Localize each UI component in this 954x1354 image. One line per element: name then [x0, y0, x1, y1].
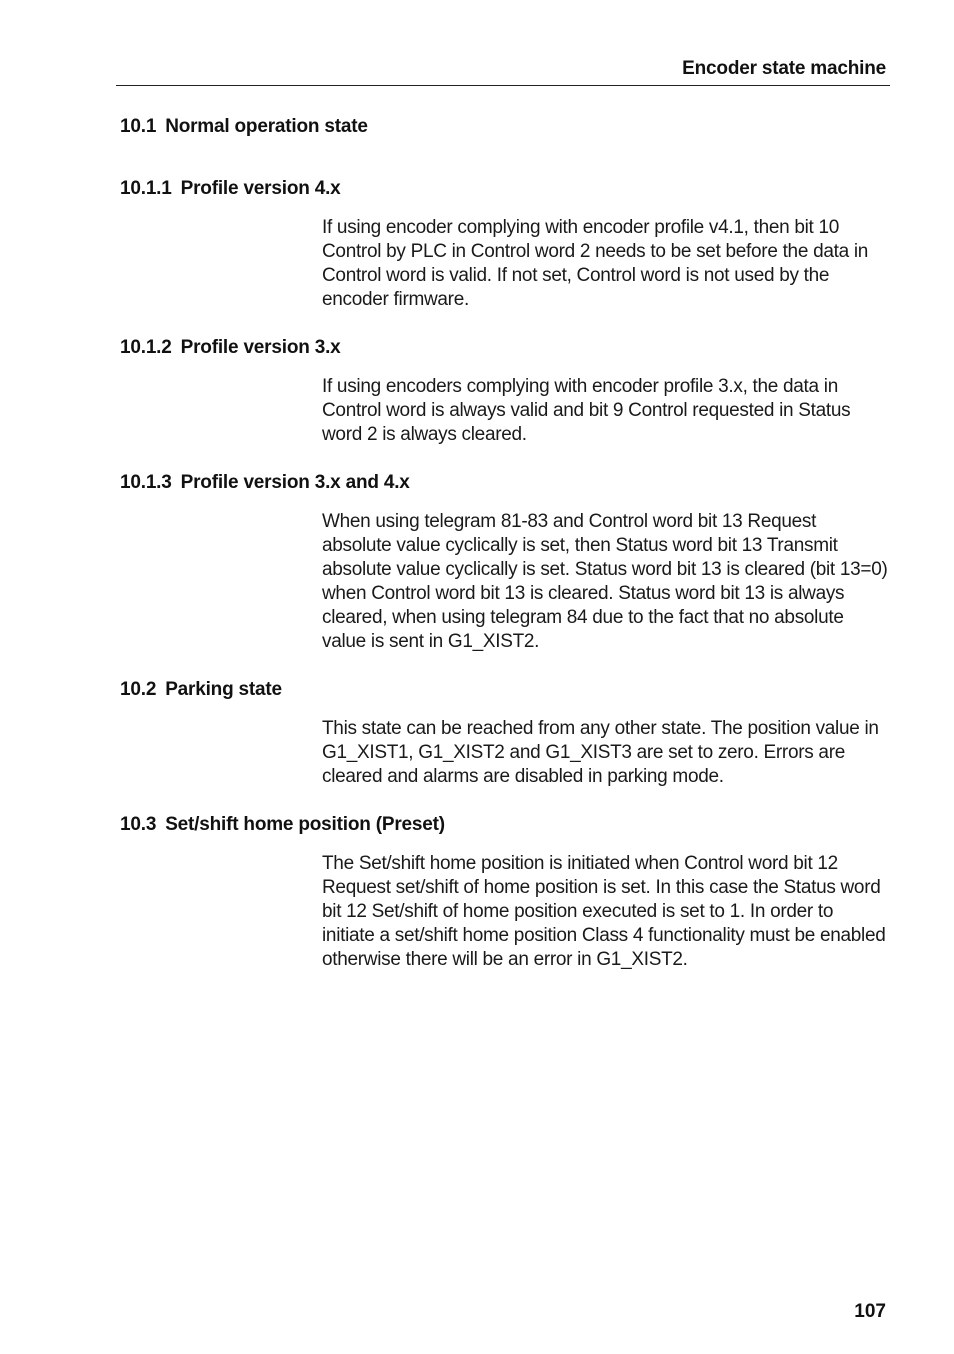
section-number: 10.3 [120, 814, 157, 835]
section-number: 10.1.2 [120, 337, 172, 358]
page-number: 107 [854, 1301, 886, 1322]
section-title: Profile version 4.x [180, 178, 341, 199]
section-heading-10-1-2 [120, 337, 341, 359]
section-heading-10-1-3 [120, 472, 410, 494]
section-heading-10-3 [120, 814, 445, 836]
section-heading-10-2 [120, 679, 282, 701]
section-body-10-1-1: If using encoder complying with encoder profile v4.1, then bit 10 Control by PLC in Control word 2 needs to be set before the data in Control word is valid. If not set, Control word is not used by the encoder firmware. [322, 217, 869, 310]
section-number: 10.2 [120, 679, 157, 700]
section-heading-10-1-1 [120, 178, 341, 200]
running-header-title: Encoder state machine [682, 58, 886, 79]
section-number: 10.1.1 [120, 178, 172, 199]
section-title: Profile version 3.x and 4.x [180, 472, 410, 493]
section-title: Profile version 3.x [180, 337, 341, 358]
section-title: Normal operation state [165, 116, 368, 137]
section-number: 10.1.3 [120, 472, 172, 493]
section-heading-10-1 [120, 116, 368, 138]
section-body-10-3: The Set/shift home position is initiated when Control word bit 12 Request set/shift of home position is set. In this case the Status word bit 12 Set/shift of home position executed is set to 1. In order to initiate a set/shift home position Class 4 functionality must be enabled otherwise there will be an error in G1_XIST2. [322, 853, 886, 970]
section-number: 10.1 [120, 116, 157, 137]
running-header [116, 56, 890, 86]
section-body-10-2: This state can be reached from any other state. The position value in G1_XIST1, G1_XIST2 and G1_XIST3 are set to zero. Errors are cleared and alarms are disabled in parking mode. [322, 718, 879, 787]
section-body-10-1-2: If using encoders complying with encoder profile 3.x, the data in Control word is always valid and bit 9 Control requested in Status word 2 is always cleared. [322, 376, 851, 445]
section-title: Parking state [165, 679, 282, 700]
section-title: Set/shift home position (Preset) [165, 814, 445, 835]
section-body-10-1-3: When using telegram 81-83 and Control word bit 13 Request absolute value cyclically is set, then Status word bit 13 Transmit absolute value cyclically is set. Status word bit 13 is cleared (bit 13=0) when Control word bit 13 is cleared. Status word bit 13 is always cleared, when using telegram 84 due to the fact that no absolute value is sent in G1_XIST2. [322, 511, 888, 652]
